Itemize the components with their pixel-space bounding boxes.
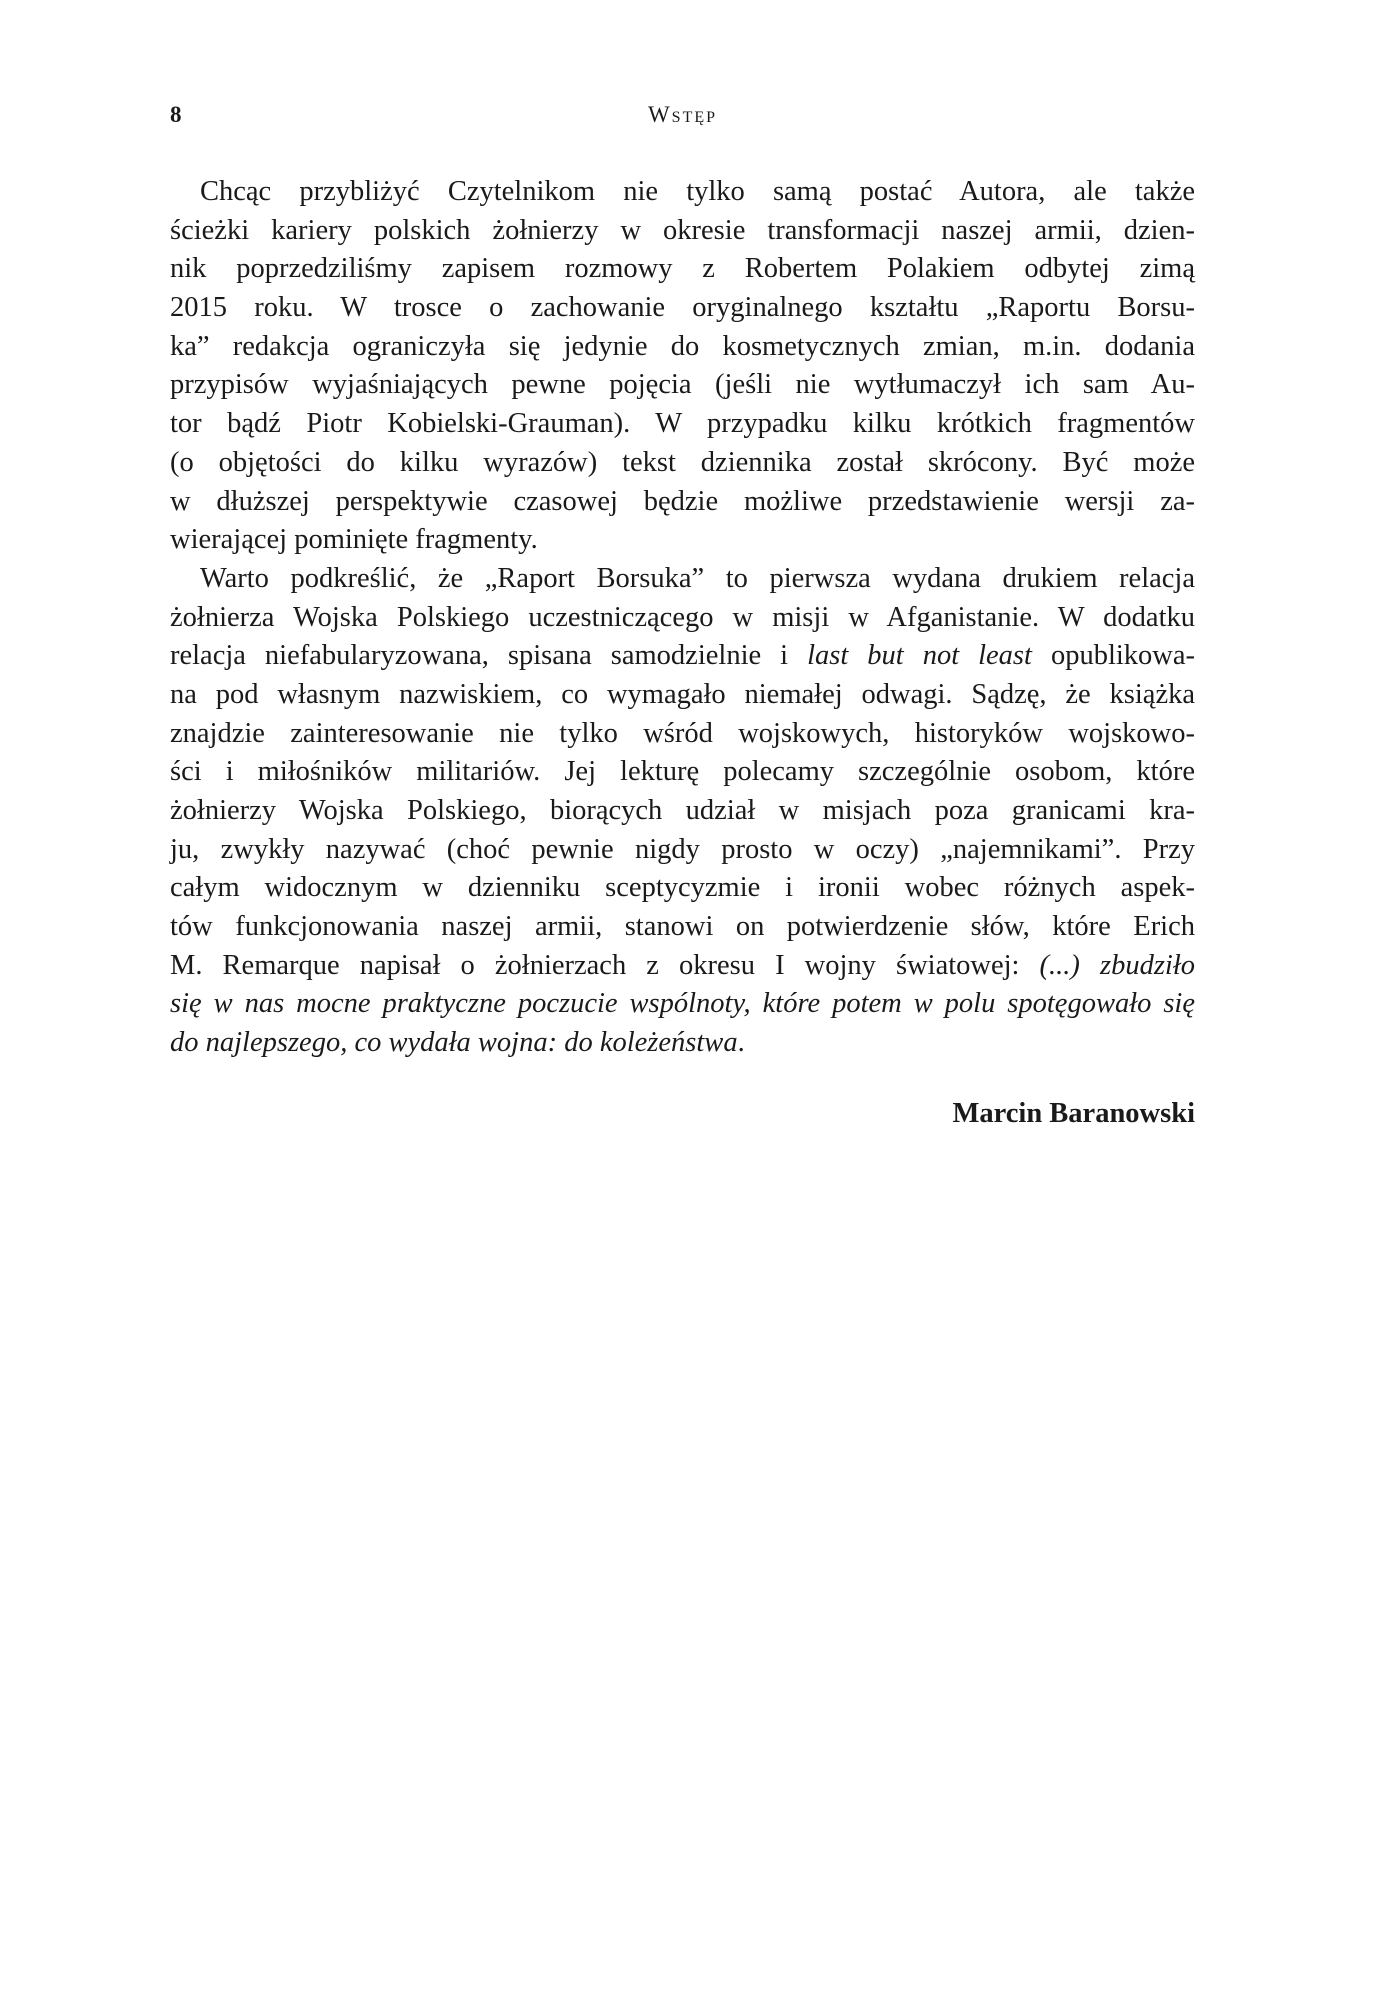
text-line: żołnierza Wojska Polskiego uczestniczącego w misji w Afganistanie. W dodatku	[170, 601, 1195, 633]
text-line: tor bądź Piotr Kobielski-Grauman). W przypadku kilku krótkich fragmentów	[170, 408, 1195, 440]
text-line: całym widocznym w dzienniku sceptycyzmie i ironii wobec różnych aspek-	[170, 872, 1195, 904]
italic-text-run: last but not least	[807, 640, 1032, 672]
running-head	[170, 100, 1195, 140]
text-run: .	[737, 1027, 745, 1059]
text-run: relacja niefabularyzowana, spisana samodzielnie i	[170, 640, 808, 672]
text-run: opublikowa-	[1031, 640, 1196, 672]
text-line	[170, 985, 1195, 1024]
text-line: na pod własnym nazwiskiem, co wymagało niemałej odwagi. Sądzę, że książka	[170, 678, 1195, 710]
text-line	[170, 637, 1195, 676]
text-line: (o objętości do kilku wyrazów) tekst dziennika został skrócony. Być może	[170, 446, 1195, 478]
text-line: Warto podkreślić, że „Raport Borsuka” to pierwsza wydana drukiem relacja	[200, 562, 1195, 594]
author-signature: Marcin Baranowski	[952, 1098, 1195, 1129]
page-number: 8	[170, 102, 182, 127]
text-line: tów funkcjonowania naszej armii, stanowi on potwierdzenie słów, które Erich	[170, 911, 1195, 943]
text-line: w dłuższej perspektywie czasowej będzie możliwe przedstawienie wersji za-	[170, 485, 1195, 517]
italic-text-run: (...) zbudziło	[1039, 949, 1196, 981]
text-line: nik poprzedziliśmy zapisem rozmowy z Robertem Polakiem odbytej zimą	[170, 253, 1195, 285]
text-line: wierającej pominięte fragmenty.	[170, 524, 538, 556]
text-line	[170, 947, 1195, 986]
section-title: Wstęp	[647, 102, 718, 127]
text-line: znajdzie zainteresowanie nie tylko wśród wojskowych, historyków wojskowo-	[170, 717, 1195, 749]
text-line: ścieżki kariery polskich żołnierzy w okresie transformacji naszej armii, dzien-	[170, 214, 1195, 246]
body-text	[170, 173, 1195, 1063]
paragraph	[170, 173, 1195, 560]
text-line	[170, 1024, 1195, 1063]
italic-text-run: się w nas mocne praktyczne poczucie wspólnoty, które potem w polu spotęgowało się	[170, 988, 1195, 1020]
text-line: ju, zwykły nazywać (choć pewnie nigdy prosto w oczy) „najemnikami”. Przy	[170, 833, 1195, 865]
text-line: ka” redakcja ograniczyła się jedynie do kosmetycznych zmian, m.in. dodania	[170, 330, 1195, 362]
text-line: przypisów wyjaśniających pewne pojęcia (jeśli nie wytłumaczył ich sam Au-	[170, 369, 1195, 401]
text-line: ści i miłośników militariów. Jej lekturę polecamy szczególnie osobom, które	[170, 756, 1195, 788]
text-run: M. Remarque napisał o żołnierzach z okresu I wojny światowej:	[170, 949, 1040, 981]
text-line: żołnierzy Wojska Polskiego, biorących udział w misjach poza granicami kra-	[170, 795, 1195, 826]
paragraph	[170, 560, 1195, 1063]
italic-text-run: do najlepszego, co wydała wojna: do koleżeństwa	[170, 1027, 738, 1059]
text-line: 2015 roku. W trosce o zachowanie oryginalnego kształtu „Raportu Borsu-	[170, 292, 1195, 324]
text-line: Chcąc przybliżyć Czytelnikom nie tylko samą postać Autora, ale także	[200, 176, 1195, 207]
